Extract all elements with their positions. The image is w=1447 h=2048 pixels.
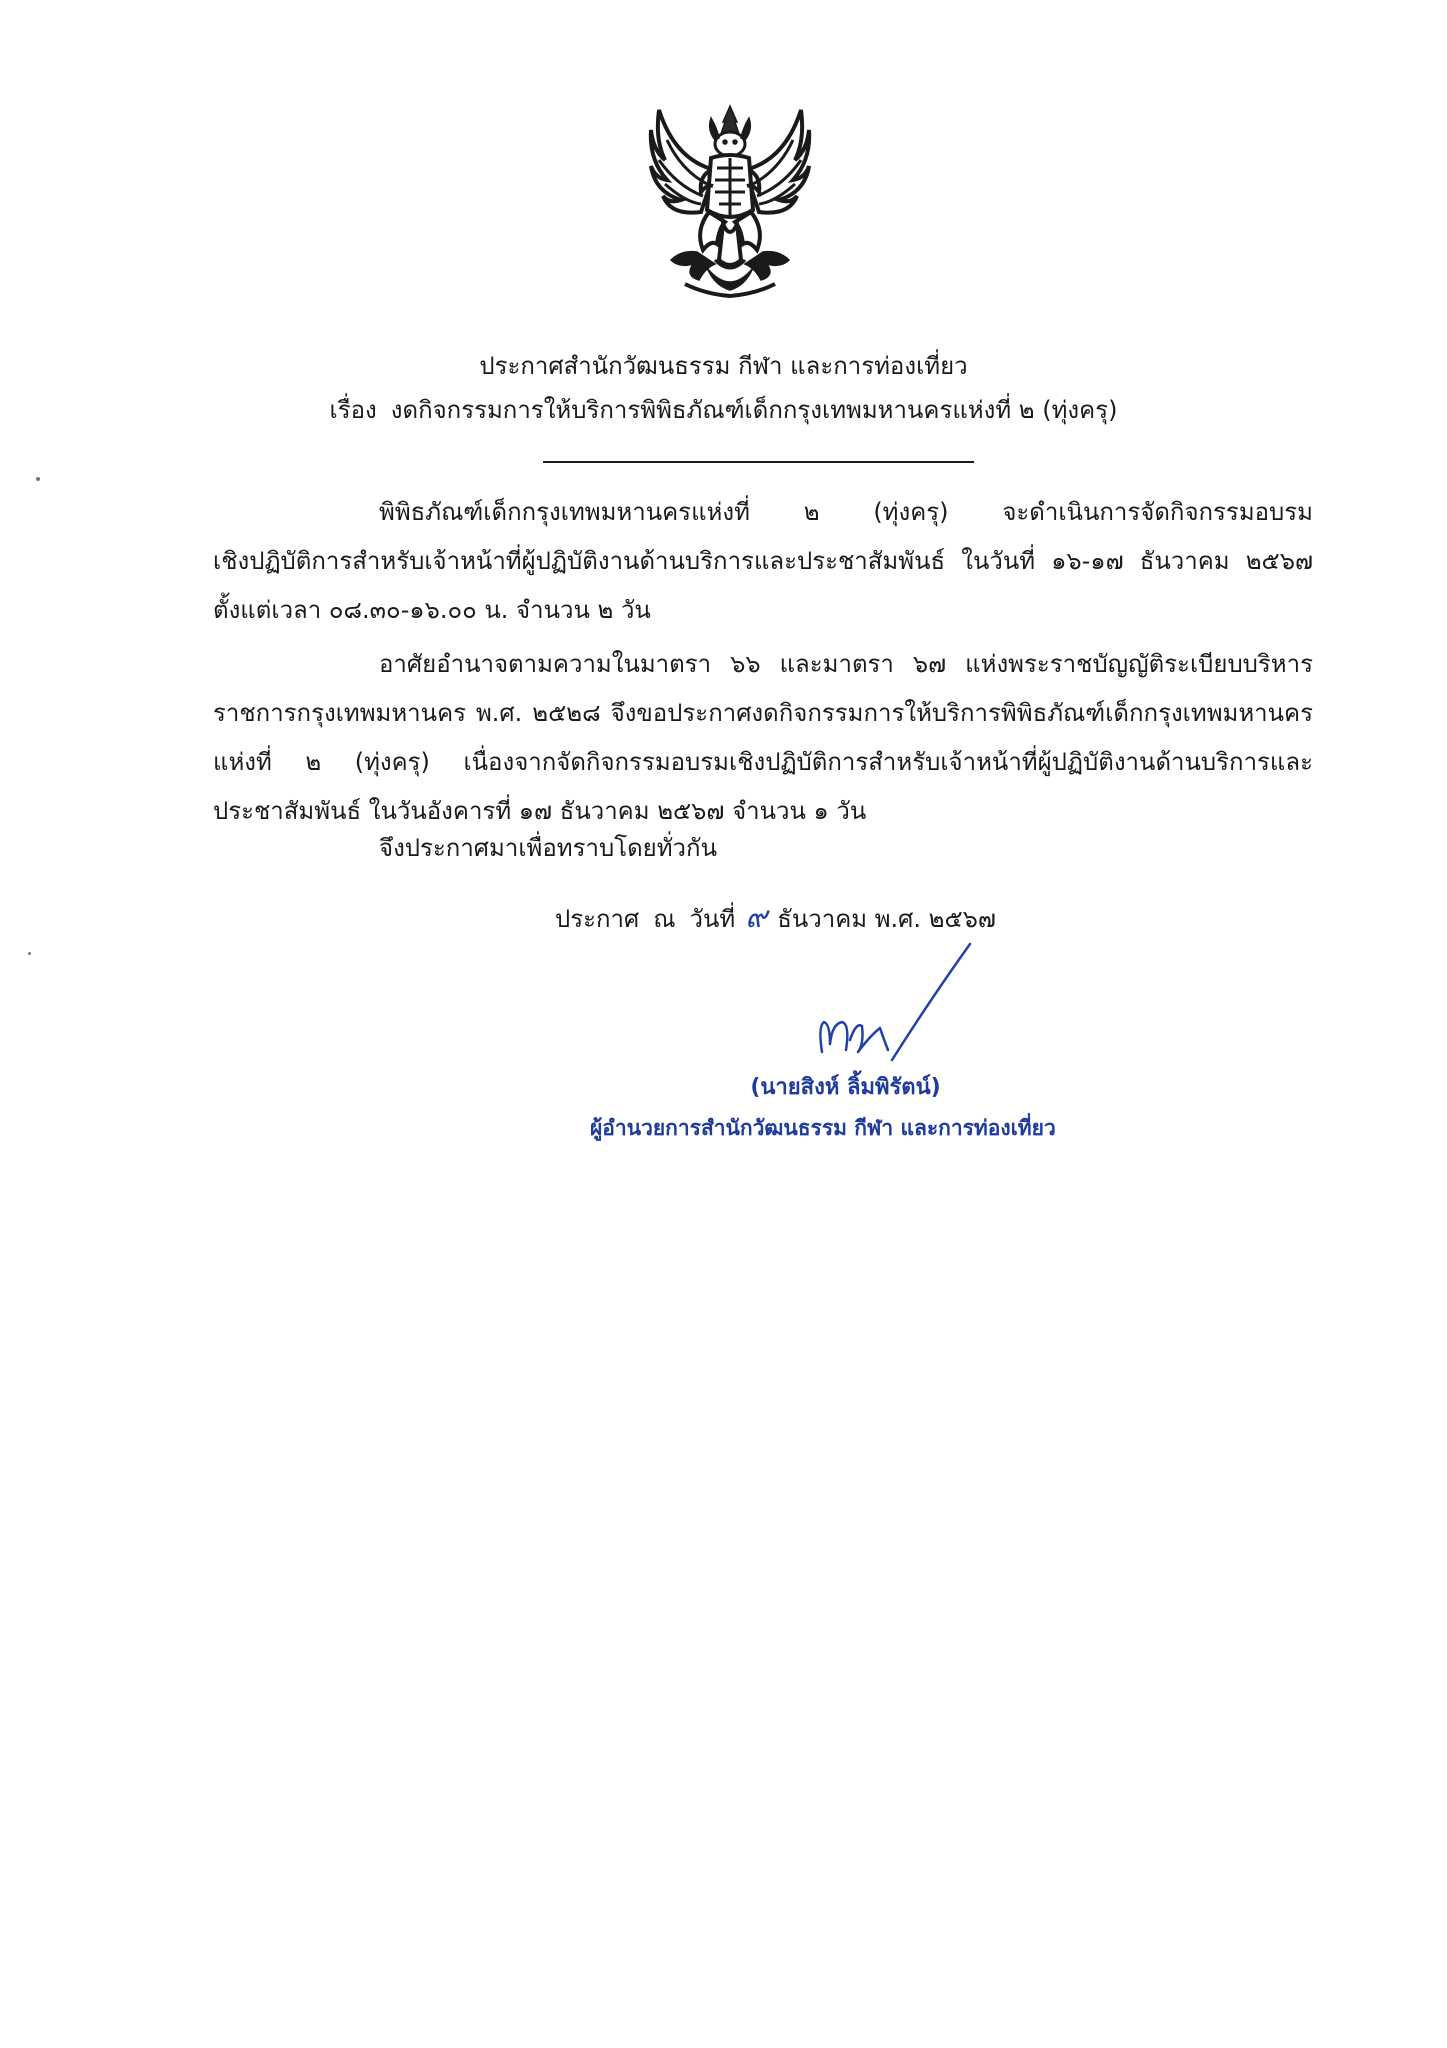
paragraph-2-line-3: แห่งที่ ๒ (ทุ่งครุ) เนื่องจากจัดกิจกรรมอบรมเชิงปฏิบัติการสำหรับเจ้าหน้าที่ผู้ปฏิบัติงานด้านบริการและ [213,748,1313,776]
scan-speck [36,477,40,481]
signatory-name-text: (นายสิงห์ ลิ้มพิรัตน์) [750,1075,941,1100]
date-at: ณ [653,905,676,933]
paragraph-1-line-1: พิพิธภัณฑ์เด็กกรุงเทพมหานครแห่งที่ ๒ (ทุ่งครุ) จะดำเนินการจัดกิจกรรมอบรม [379,498,1313,526]
paragraph-2 [213,640,1313,836]
document-title-text: ประกาศสำนักวัฒนธรรม กีฬา และการท่องเที่ยว [479,352,968,380]
signatory-position: ผู้อำนวยการสำนักวัฒนธรรม กีฬา และการท่องเที่ยว [590,1116,1056,1140]
document-title [0,350,1447,382]
date-prefix: ประกาศ [555,905,640,933]
scan-speck [28,952,31,955]
subject-text: งดกิจกรรมการให้บริการพิพิธภัณฑ์เด็กกรุงเทพมหานครแห่งที่ ๒ (ทุ่งครุ) [390,396,1118,424]
date-day-handwritten: ๙ [745,900,768,935]
paragraph-2-line-4: ประชาสัมพันธ์ ในวันอังคารที่ ๑๗ ธันวาคม ๒๕๖๗ จำนวน ๑ วัน [213,797,867,825]
paragraph-1 [213,488,1313,635]
announcement-date [555,898,996,939]
signatory-name [0,1073,1447,1103]
document-subject [0,394,1447,426]
title-divider [543,461,974,463]
handwritten-signature-icon [800,940,1000,1080]
paragraph-2-line-2: ราชการกรุงเทพมหานคร พ.ศ. ๒๕๒๘ จึงขอประกาศงดกิจกรรมการให้บริการพิพิธภัณฑ์เด็กกรุงเทพมหานคร [213,699,1313,727]
closing-statement: จึงประกาศมาเพื่อทราบโดยทั่วกัน [379,834,717,862]
paragraph-2-line-1: อาศัยอำนาจตามความในมาตรา ๖๖ และมาตรา ๖๗ แห่งพระราชบัญญัติระเบียบบริหาร [379,650,1313,678]
garuda-emblem-icon [645,100,815,300]
date-month-year: ธันวาคม พ.ศ. ๒๕๖๗ [777,905,996,933]
date-day-label: วันที่ [689,905,736,933]
paragraph-1-line-2: เชิงปฏิบัติการสำหรับเจ้าหน้าที่ผู้ปฏิบัติงานด้านบริการและประชาสัมพันธ์ ในวันที่ ๑๖-๑๗ ธันวาคม ๒๕๖๗ [213,547,1313,575]
subject-label: เรื่อง [329,396,377,424]
paragraph-1-line-3: ตั้งแต่เวลา ๐๘.๓๐-๑๖.๐๐ น. จำนวน ๒ วัน [213,596,651,624]
